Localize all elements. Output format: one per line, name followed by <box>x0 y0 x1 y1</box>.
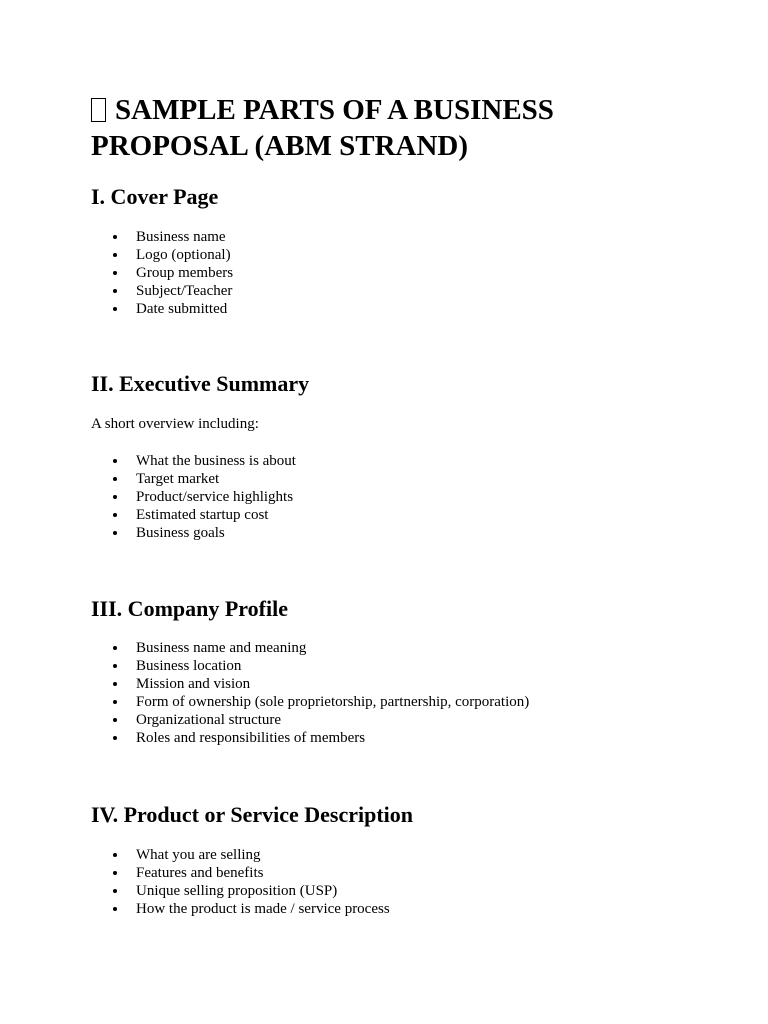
list-item: What you are selling <box>91 846 731 864</box>
bullet-icon <box>113 289 117 293</box>
list-item: Business name <box>91 228 731 246</box>
bullet-list <box>91 452 731 542</box>
document-title <box>91 92 711 164</box>
list-item: Organizational structure <box>91 711 731 729</box>
list-item: Estimated startup cost <box>91 506 731 524</box>
list-item: Business location <box>91 657 731 675</box>
bullet-icon <box>113 682 117 686</box>
list-item: What the business is about <box>91 452 731 470</box>
bullet-icon <box>113 307 117 311</box>
section-heading: II. Executive Summary <box>91 371 310 396</box>
list-item: Features and benefits <box>91 864 731 882</box>
list-item: Business goals <box>91 524 731 542</box>
list-item: Business name and meaning <box>91 639 731 657</box>
bullet-icon <box>113 907 117 911</box>
list-item: How the product is made / service process <box>91 900 731 918</box>
bullet-icon <box>113 477 117 481</box>
bullet-icon <box>113 664 117 668</box>
bullet-icon <box>113 495 117 499</box>
section-heading: I. Cover Page <box>91 184 219 209</box>
list-item: Group members <box>91 264 731 282</box>
section-heading: III. Company Profile <box>91 596 288 621</box>
bullet-list <box>91 639 731 747</box>
bullet-icon <box>113 235 117 239</box>
bullet-icon <box>113 853 117 857</box>
list-item: Form of ownership (sole proprietorship, partnership, corporation) <box>91 693 731 711</box>
document-title-text: SAMPLE PARTS OF A BUSINESS PROPOSAL (ABM STRAND) <box>91 94 554 162</box>
bullet-icon <box>113 459 117 463</box>
list-item: Mission and vision <box>91 675 731 693</box>
bullet-icon <box>113 889 117 893</box>
list-item: Target market <box>91 470 731 488</box>
list-item: Subject/Teacher <box>91 282 731 300</box>
section-heading: IV. Product or Service Description <box>91 802 414 827</box>
bullet-icon <box>113 646 117 650</box>
section-intro: A short overview including: <box>91 416 259 432</box>
bullet-list <box>91 846 731 918</box>
list-item: Product/service highlights <box>91 488 731 506</box>
bullet-icon <box>113 513 117 517</box>
list-item: Logo (optional) <box>91 246 731 264</box>
section-company-profile <box>91 596 731 747</box>
list-item: Roles and responsibilities of members <box>91 729 731 747</box>
bullet-icon <box>113 700 117 704</box>
bullet-list <box>91 228 731 318</box>
bullet-icon <box>113 736 117 740</box>
bullet-icon <box>113 271 117 275</box>
section-cover-page <box>91 184 731 318</box>
section-product-service-description <box>91 802 731 918</box>
missing-glyph-box-icon <box>91 98 106 122</box>
bullet-icon <box>113 871 117 875</box>
section-executive-summary <box>91 371 731 542</box>
bullet-icon <box>113 253 117 257</box>
bullet-icon <box>113 718 117 722</box>
list-item: Date submitted <box>91 300 731 318</box>
list-item: Unique selling proposition (USP) <box>91 882 731 900</box>
bullet-icon <box>113 531 117 535</box>
